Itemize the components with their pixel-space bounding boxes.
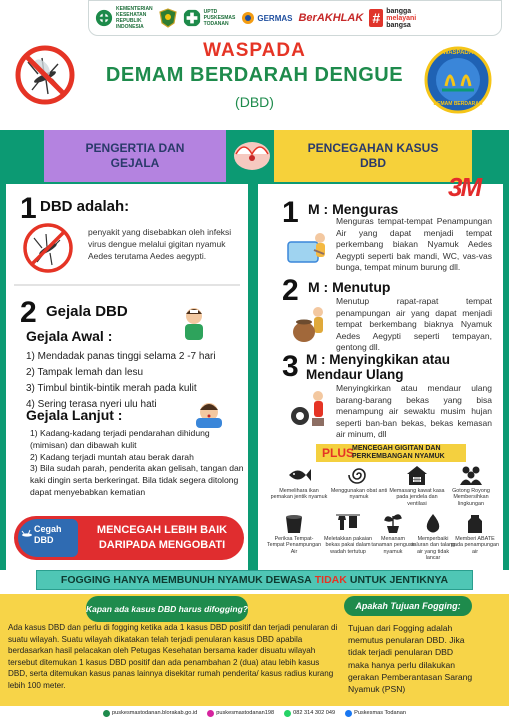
mosquito-coil-icon xyxy=(346,464,372,486)
plus-item-abate xyxy=(450,512,500,555)
plus-item-screen xyxy=(388,464,446,507)
answer-fogging-purpose: Tujuan dari Fogging adalah memutus penularan DBD. Jika tidak terjadi penularan DBD maka hanya perlu dilakukan gerakan Pemberantasan Sarang Nyamuk (PSN) xyxy=(348,623,473,695)
early-symptom-item: 3) Timbul bintik-bintik merah pada kulit xyxy=(26,383,197,394)
bucket-icon xyxy=(281,512,307,534)
footer-phone xyxy=(284,710,335,717)
germas-logo xyxy=(241,11,292,25)
germas-text: GERMAS xyxy=(257,13,293,23)
plus-item-label: Menggunakan obat anti nyamuk xyxy=(330,488,388,501)
regency-crest-icon xyxy=(159,8,177,28)
m3-desc: Menyingkirkan atau mendaur ulang barang-barang bekas yang bisa menampung air sewaktu musim hujan seperti ban-ban bekas, bekas kemasan air minum, dll xyxy=(336,383,492,440)
recycling-tires-icon xyxy=(286,386,330,428)
fogging-banner xyxy=(36,570,473,590)
m3-title-line-2: Mendaur Ulang xyxy=(306,367,404,382)
uptd-line-1: UPTD xyxy=(203,9,218,15)
m-number-3: 3 xyxy=(282,350,299,383)
symptoms-title: Gejala DBD xyxy=(46,303,128,320)
plus-label: PLUS xyxy=(322,446,355,460)
plus-item-label: Memasang kawat kasa pada jendela dan ventilasi xyxy=(389,488,445,507)
bangga-melayani-logo xyxy=(369,8,416,29)
berakhlak-logo: BerAKHLAK xyxy=(298,12,364,24)
footer-instagram xyxy=(207,710,274,717)
plus-item-label: Memberi ABATE pada penampungan air xyxy=(451,536,499,555)
hashtag-icon: # xyxy=(369,9,383,27)
footer-facebook xyxy=(345,710,406,717)
early-symptom-item: 1) Mendadak panas tinggi selama 2 -7 hari xyxy=(26,351,216,362)
plus-item-bucket xyxy=(266,512,322,555)
title-waspada: WASPADA xyxy=(203,40,306,61)
title-main: DEMAM BERDARAH DENGUE xyxy=(105,64,404,86)
draining-tub-icon xyxy=(284,228,330,266)
footer-facebook-text: Puskesmas Todanan xyxy=(354,710,406,716)
kemenkes-line-2: KESEHATAN xyxy=(116,12,147,18)
instagram-icon xyxy=(207,710,214,717)
early-symptom-item: 4) Sering terasa nyeri ulu hati xyxy=(26,399,157,410)
uptd-line-2: PUSKESMAS xyxy=(203,15,236,21)
m1-title: M : Menguras xyxy=(308,201,399,217)
badge-bottom-text: DEMAM BERDARAH xyxy=(433,101,483,107)
house-screen-icon xyxy=(404,464,430,486)
m-number-1: 1 xyxy=(282,196,299,229)
early-symptom-item: 2) Tampak lemah dan lesu xyxy=(26,367,144,378)
fogging-text-pre: FOGGING HANYA MEMBUNUH NYAMUK DEWASA xyxy=(60,574,312,586)
plus-item-clothes xyxy=(320,512,376,555)
m2-desc: Menutup rapat-rapat tempat penampungan air yang dapat menjadi tempat berkembang biaknya Nyamuk Aedes Aegypti seperti tempayan, gentong dll. xyxy=(336,296,492,353)
fogging-text-post: UNTUK JENTIKNYA xyxy=(349,574,449,586)
dbd-text: DBD xyxy=(34,535,54,545)
plus-item-coil xyxy=(330,464,388,501)
advanced-symptom-item: 3) Bila sudah parah, penderita akan gelisah, tangan dan kaki dingin serta berkeringat. Bila tidak segera ditolong dapat menyebabkan kematian xyxy=(30,463,244,497)
advanced-symptom-item: 1) Kadang-kadang terjadi pendarahan dihidung (mimisan) dan dibawah kulit xyxy=(30,428,210,450)
plus-item-label: Gotong Royong Membersihkan lingkungan xyxy=(452,488,490,507)
answer-when-fogging: Ada kasus DBD dan perlu di fogging ketika ada 1 kasus DBD positif dan terjadi penularan di suatu wilayah. Suatu wilayah dikatakan telah terjadi penularan kasus DBD apabila berdasarkan hasil pelacakan oleh Petugas Kesehatan bersama kader disuatu wilayah tersebut ditemukan 1 kasus DBD positif dan ada penambahan 2 (dua) atau lebih kasus DBD, serta ditemukan kasus panas lainnya disekitar rumah penderita/ kasus radius kurang lebih 100 meter. xyxy=(8,623,338,690)
early-symptoms-title: Gejala Awal : xyxy=(26,328,113,344)
footer-instagram-text: puskesmastodanan198 xyxy=(216,710,275,716)
hanging-clothes-icon xyxy=(335,512,361,534)
footer-website xyxy=(103,710,197,717)
plant-icon xyxy=(380,512,406,534)
bangga-line-1: bangga xyxy=(386,7,412,15)
question-when-fogging: Kapan ada kasus DBD harus difogging? xyxy=(86,596,248,622)
dbd-definition-title: DBD adalah: xyxy=(40,198,130,215)
uptd-line-3: TODANAN xyxy=(203,21,229,27)
left-header-line-2: GEJALA xyxy=(110,156,160,170)
plus-item-fish xyxy=(270,464,328,501)
dbd-definition-text: penyakit yang disebabkan oleh infeksi virus dengue melalui gigitan nyamuk Aedes terutama Aedes aegypti. xyxy=(88,227,232,261)
sick-person-icon xyxy=(180,306,208,340)
germas-icon xyxy=(241,11,255,25)
cta-text xyxy=(82,523,242,553)
m3-title xyxy=(306,352,496,382)
plus-item-label: Memperbaiki saluran dan talang air yang tidak lancar xyxy=(410,536,456,562)
section-number-2: 2 xyxy=(20,296,37,329)
plus-item-community xyxy=(442,464,500,507)
plus-sub-line-2: PERKEMBANGAN NYAMUK xyxy=(352,453,445,460)
section-number-1: 1 xyxy=(20,192,37,225)
puskesmas-icon xyxy=(183,9,201,27)
mosquito-warning-icon xyxy=(22,222,74,274)
left-divider xyxy=(14,284,240,286)
kemenkes-line-4: INDONESIA xyxy=(116,24,144,30)
cegah-text: Cegah xyxy=(34,524,62,534)
advanced-symptoms-title: Gejala Lanjut : xyxy=(26,407,123,423)
mosquito-small-icon xyxy=(20,528,34,542)
badge-top-text: WASPADA xyxy=(442,50,474,56)
people-icon xyxy=(458,464,484,486)
cta-line-1: MENCEGAH LEBIH BAIK xyxy=(96,524,228,536)
footer xyxy=(0,706,509,720)
nosebleed-person-icon xyxy=(194,400,224,428)
right-header-line-1: PENCEGAHAN KASUS xyxy=(307,141,439,155)
m2-title: M : Menutup xyxy=(308,279,391,295)
plus-item-label: Memelihara ikan pemakan jentik nyamuk xyxy=(270,488,328,501)
3m-logo: 3M xyxy=(448,172,481,202)
m1-desc: Menguras tempat-tempat Penampungan Air yang dapat menjadi tempat perkembang biakan Nyamuk Aedes Aegypti seperti bak mandi, WC, vas-vas bunga, tempat minum burung dll. xyxy=(336,216,492,273)
title-sub: (DBD) xyxy=(235,94,274,110)
uptd-logo xyxy=(183,9,236,27)
plus-item-label: Menanam tanaman pengusir nyamuk xyxy=(371,536,415,555)
hands-mosquito-icon xyxy=(224,132,280,176)
bangga-line-2: melayani xyxy=(386,14,417,22)
fogging-text-emphasis: TIDAK xyxy=(314,574,347,586)
m-number-2: 2 xyxy=(282,274,299,307)
m3-title-line-1: M : Menyingkikan atau xyxy=(306,352,451,367)
kemenkes-icon xyxy=(95,9,113,27)
advanced-symptoms-list xyxy=(30,428,246,499)
right-panel-header xyxy=(274,130,472,182)
plus-subtitle xyxy=(352,445,464,461)
footer-website-text: puskesmastodanan.blorakab.go.id xyxy=(112,710,198,716)
water-drop-icon xyxy=(420,512,446,534)
advanced-symptom-item: 2) Kadang terjadi muntah atau berak darah xyxy=(30,451,194,462)
left-panel-header xyxy=(44,130,226,182)
globe-icon xyxy=(103,710,110,717)
kemenkes-line-3: REPUBLIK xyxy=(116,18,142,24)
kemenkes-logo xyxy=(95,6,153,30)
plus-item-label: Periksa Tempat-Tempat Penampungan Air xyxy=(266,536,322,555)
left-header-line-1: PENGERTIA DAN xyxy=(85,141,185,155)
kemenkes-line-1: KEMENTERIAN xyxy=(116,6,153,12)
whatsapp-icon xyxy=(284,710,291,717)
logo-bar xyxy=(88,0,502,36)
bangga-line-3: bangsa xyxy=(386,21,411,29)
abate-powder-icon xyxy=(462,512,488,534)
covering-jar-icon xyxy=(288,304,330,344)
cta-line-2: DARIPADA MENGOBATI xyxy=(98,539,226,551)
plus-item-label: Meletakkan pakaian bekas pakai dalam wadah tertutup xyxy=(324,536,372,555)
plus-sub-line-1: MENCEGAH GIGITAN DAN xyxy=(352,445,441,452)
footer-phone-text: 082 314 302 049 xyxy=(293,710,336,716)
question-fogging-purpose: Apakah Tujuan Fogging: xyxy=(344,596,472,616)
facebook-icon xyxy=(345,710,352,717)
fish-icon xyxy=(286,464,312,486)
right-header-line-2: DBD xyxy=(360,156,386,170)
